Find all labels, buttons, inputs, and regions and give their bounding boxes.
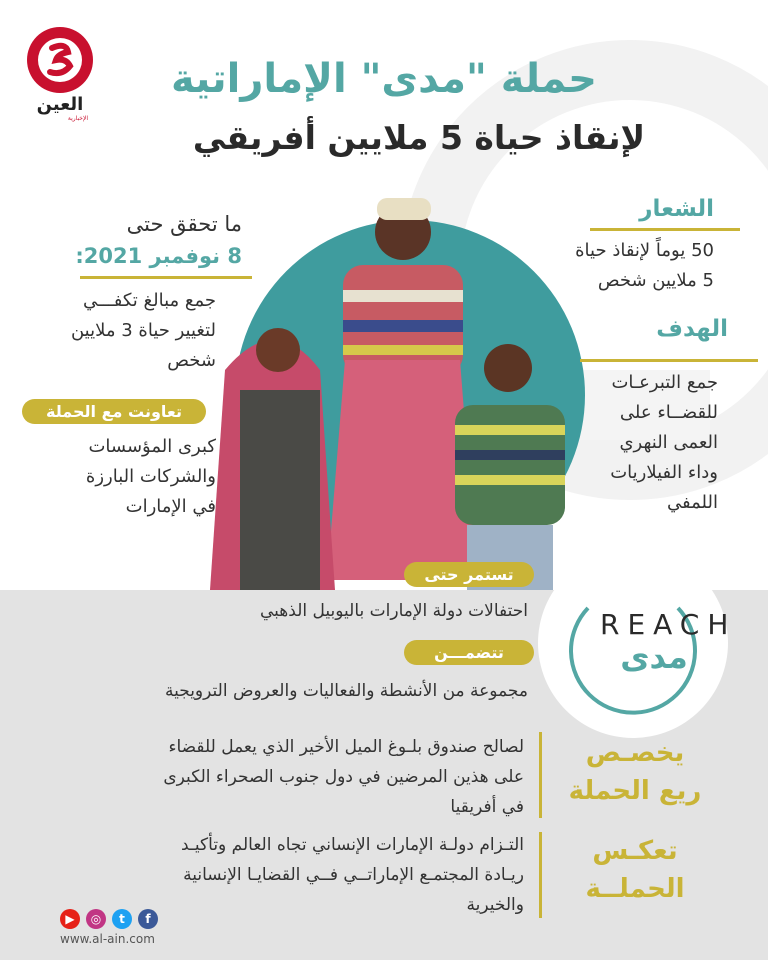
allocation-heading [560, 734, 710, 810]
logo-subtext: الإخبارية [67, 115, 89, 122]
cooperation-line-3: في الإمارات [125, 496, 216, 517]
achieved-text [46, 286, 216, 376]
cooperation-text [16, 432, 216, 522]
slogan-line-1: 50 يوماً لإنقاذ حياة [575, 240, 714, 261]
allocation-text [54, 732, 524, 822]
reflects-heading-line-2: الحملــة [585, 874, 685, 904]
allocation-line-1: لصالح صندوق بلـوغ الميل الأخير الذي يعمل للقضاء [168, 737, 524, 757]
logo-text: العين [36, 94, 84, 115]
goal-line-5: اللمفي [667, 492, 718, 513]
includes-pill: تتضمـــن [404, 640, 534, 665]
reflects-text [54, 830, 524, 920]
reflects-heading-line-1: تعكـس [592, 836, 678, 866]
allocation-line-3: في أفريقيا [450, 797, 524, 817]
website-link[interactable]: www.al-ain.com [60, 932, 155, 946]
title-line-1: حملة "مدى" الإماراتية [171, 56, 597, 102]
slogan-line-2: 5 ملايين شخص [597, 270, 714, 291]
reflects-line-1: التـزام دولـة الإمارات الإنساني تجاه العالم وتأكيـد [181, 835, 524, 855]
instagram-icon[interactable]: ◎ [86, 909, 106, 929]
slogan-underline [590, 228, 740, 231]
lasts-until-text: احتفالات دولة الإمارات باليوبيل الذهبي [260, 601, 528, 621]
achieved-underline [80, 276, 252, 279]
allocation-heading-line-1: يخصـص [585, 738, 685, 768]
goal-line-1: جمع التبرعـات [611, 372, 718, 393]
slogan-heading: الشعار [639, 196, 714, 222]
goal-heading: الهدف [656, 316, 728, 342]
goal-underline [580, 359, 758, 362]
achieved-date: 8 نوفمبر 2021: [75, 244, 242, 268]
facebook-icon[interactable]: f [138, 909, 158, 929]
allocation-divider [539, 732, 542, 818]
twitter-icon[interactable]: t [112, 909, 132, 929]
reflects-heading [560, 832, 710, 908]
goal-line-2: للقضــاء على [619, 402, 718, 423]
achieved-heading: ما تحقق حتى [126, 212, 242, 236]
cooperation-pill: تعاونت مع الحملة [22, 399, 206, 424]
reflects-line-3: والخيرية [466, 895, 524, 915]
allocation-line-2: على هذين المرضين في دول جنوب الصحراء الكبرى [163, 767, 524, 787]
slogan-text [534, 236, 714, 296]
goal-line-3: العمى النهري [619, 432, 718, 453]
achieved-line-1: جمع مبالغ تكفـــي [82, 290, 216, 311]
cooperation-line-1: كبرى المؤسسات [88, 436, 216, 457]
achieved-line-2: لتغيير حياة 3 ملايين [70, 320, 216, 341]
lasts-until-pill: تستمر حتى [404, 562, 534, 587]
reach-logo-arabic: مدى [620, 638, 688, 676]
goal-text [548, 368, 718, 518]
cooperation-line-2: والشركات البارزة [85, 466, 216, 487]
reach-logo-latin: REACH [600, 608, 737, 641]
title-line-2: لإنقاذ حياة 5 ملايين أفريقي [192, 118, 646, 157]
allocation-heading-line-2: ريع الحملة [568, 776, 702, 806]
goal-line-4: وداء الفيلاريات [610, 462, 718, 483]
youtube-icon[interactable]: ▶ [60, 909, 80, 929]
reflects-divider [539, 832, 542, 918]
includes-text: مجموعة من الأنشطة والفعاليات والعروض الترويجية [164, 681, 528, 701]
reflects-line-2: ريـادة المجتمـع الإماراتــي فــي القضايـا الإنسانية [183, 865, 524, 885]
achieved-line-3: شخص [167, 350, 216, 371]
